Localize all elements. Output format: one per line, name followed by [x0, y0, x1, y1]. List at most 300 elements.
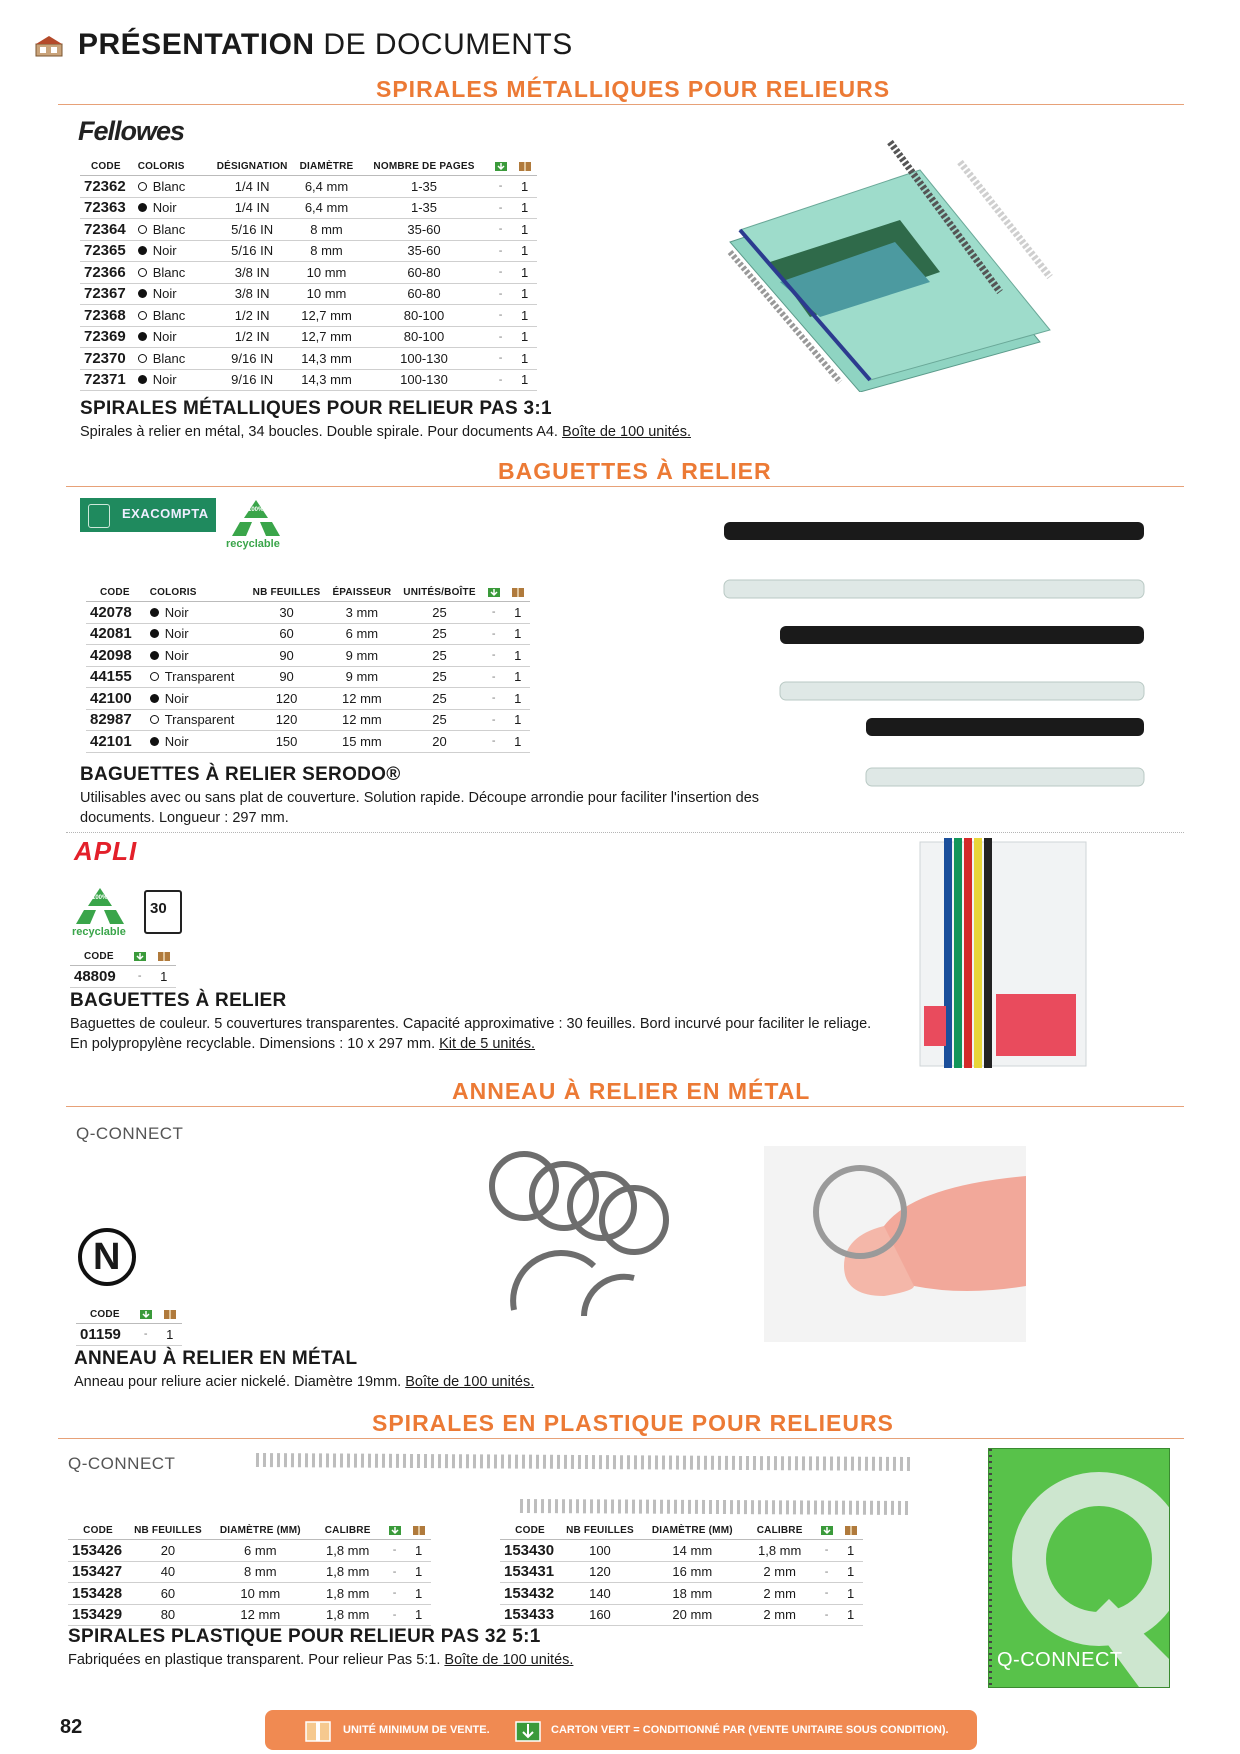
unit-qty: 1: [513, 305, 537, 327]
carton-qty: -: [489, 283, 513, 305]
ring-in-hand-image: [764, 1146, 1026, 1342]
sheet-count: 120: [247, 709, 327, 731]
filled-dot-icon: [138, 246, 147, 255]
col-header: DIAMÈTRE: [294, 160, 360, 176]
sheet-count: 20: [128, 1540, 208, 1562]
carton-qty: -: [383, 1583, 407, 1605]
plastic-spirals-image: [252, 1448, 918, 1528]
apli-binding-bars-image: [916, 836, 1092, 1072]
exacompta-logo-text: EXACOMPTA: [122, 506, 209, 521]
spec-table-apli: [70, 950, 176, 988]
carton-qty: -: [489, 176, 513, 198]
page-count: 1-35: [359, 197, 488, 219]
col-header: CODE: [68, 1524, 128, 1540]
color-label: Noir: [164, 604, 189, 620]
designation: 5/16 IN: [211, 240, 294, 262]
green-carton-icon: [383, 1524, 407, 1540]
product-code: 44155: [86, 666, 144, 688]
recycle-icon: [70, 886, 130, 942]
carton-qty: -: [489, 326, 513, 348]
product-code: 01159: [76, 1324, 134, 1346]
unit-box-icon: [407, 1524, 431, 1540]
color-label: Noir: [152, 200, 177, 216]
legend-bar: [265, 1710, 977, 1750]
thickness: 15 mm: [326, 731, 397, 753]
unit-box-icon: [152, 950, 176, 966]
unit-box-icon: [839, 1524, 863, 1540]
sheet-count: 120: [247, 688, 327, 710]
diameter: 12 mm: [208, 1604, 313, 1626]
col-header: CODE: [76, 1308, 134, 1324]
unit-box-icon: [506, 586, 530, 602]
table-row: [86, 666, 530, 688]
units-per-box: 25: [397, 602, 481, 624]
unit-qty: 1: [506, 645, 530, 667]
thickness: 9 mm: [326, 645, 397, 667]
page-number: 82: [60, 1716, 83, 1738]
product-code: 42100: [86, 688, 144, 710]
carton-qty: -: [134, 1324, 158, 1346]
apli-logo: APLI: [74, 836, 138, 866]
product-description: Baguettes de couleur. 5 couvertures transparentes. Capacité approximative : 30 feuilles. Bord incurvé pour faciliter le reliage. En polypropylène recyclable. Dimensions : 10 x 297 mm. Kit de 5 unités.: [70, 1016, 872, 1052]
green-carton-icon: [128, 950, 152, 966]
product-title: SPIRALES PLASTIQUE POUR RELIEUR PAS 32 5:1: [68, 1626, 541, 1647]
empty-dot-icon: [138, 311, 147, 320]
color-label: Noir: [164, 733, 189, 749]
product-code: 82987: [86, 709, 144, 731]
page-count: 60-80: [359, 283, 488, 305]
unit-qty: 1: [407, 1583, 431, 1605]
page-count: 100-130: [359, 369, 488, 391]
col-header: CODE: [86, 586, 144, 602]
product-code: 153429: [68, 1604, 128, 1626]
sheet-count: 30: [247, 602, 327, 624]
carton-qty: -: [383, 1604, 407, 1626]
filled-dot-icon: [150, 694, 159, 703]
color-cell: [144, 688, 247, 710]
carton-qty: -: [489, 305, 513, 327]
filled-dot-icon: [150, 651, 159, 660]
table-row: [86, 688, 530, 710]
designation: 3/8 IN: [211, 283, 294, 305]
unit-qty: 1: [506, 602, 530, 624]
sheet-count: 90: [247, 645, 327, 667]
carton-qty: -: [482, 709, 506, 731]
page-title: PRÉSENTATION DE DOCUMENTS: [78, 28, 573, 61]
sheet-count: 150: [247, 731, 327, 753]
page-count: 35-60: [359, 240, 488, 262]
diameter: 14,3 mm: [294, 348, 360, 370]
unit-qty: 1: [407, 1604, 431, 1626]
color-label: Blanc: [152, 350, 186, 366]
unit-qty: 1: [839, 1583, 863, 1605]
color-cell: [132, 219, 211, 241]
table-row: [70, 966, 176, 988]
gauge: 1,8 mm: [313, 1583, 383, 1605]
color-label: Transparent: [164, 669, 235, 685]
page-count: 60-80: [359, 262, 488, 284]
table-row: [86, 623, 530, 645]
legend-unit-text: UNITÉ MINIMUM DE VENTE.: [343, 1724, 490, 1736]
color-cell: [144, 623, 247, 645]
color-label: Noir: [152, 243, 177, 259]
col-header: CODE: [70, 950, 128, 966]
unit-qty: 1: [513, 240, 537, 262]
color-cell: [144, 731, 247, 753]
green-carton-icon: [482, 586, 506, 602]
carton-qty: -: [128, 966, 152, 988]
page-count: 80-100: [359, 326, 488, 348]
color-label: Blanc: [152, 178, 186, 194]
table-row: [500, 1604, 863, 1626]
page-count: 80-100: [359, 305, 488, 327]
table-row: [80, 219, 537, 241]
unit-qty: 1: [513, 283, 537, 305]
diameter: 8 mm: [294, 240, 360, 262]
color-cell: [132, 326, 211, 348]
carton-qty: -: [489, 240, 513, 262]
col-header: NB FEUILLES: [560, 1524, 640, 1540]
section-divider: [66, 486, 1184, 487]
product-code: 42098: [86, 645, 144, 667]
diameter: 6 mm: [208, 1540, 313, 1562]
table-row: [500, 1561, 863, 1583]
recycle-percent: 100%: [248, 507, 264, 513]
spec-table-binding-bars: [86, 586, 530, 753]
color-cell: [132, 197, 211, 219]
product-code: 72369: [80, 326, 132, 348]
fellowes-logo: Fellowes: [78, 116, 185, 146]
section-title-binding-bars: BAGUETTES À RELIER: [498, 458, 772, 484]
table-row: [500, 1540, 863, 1562]
units-per-box: 25: [397, 666, 481, 688]
sheet-count: 160: [560, 1604, 640, 1626]
designation: 1/2 IN: [211, 326, 294, 348]
color-cell: [132, 240, 211, 262]
diameter: 8 mm: [294, 219, 360, 241]
diameter: 10 mm: [294, 262, 360, 284]
product-code: 72367: [80, 283, 132, 305]
product-code: 72364: [80, 219, 132, 241]
product-description: Fabriquées en plastique transparent. Pour relieur Pas 5:1. Boîte de 100 unités.: [68, 1652, 574, 1668]
unit-qty: 1: [158, 1324, 182, 1346]
color-cell: [132, 305, 211, 327]
unit-qty: 1: [513, 326, 537, 348]
carton-qty: -: [489, 219, 513, 241]
product-code: 72362: [80, 176, 132, 198]
designation: 9/16 IN: [211, 369, 294, 391]
col-header: DIAMÈTRE (MM): [640, 1524, 745, 1540]
product-code: 42101: [86, 731, 144, 753]
product-code: 42078: [86, 602, 144, 624]
unit-qty: 1: [839, 1540, 863, 1562]
table-row: [68, 1561, 431, 1583]
unit-qty: 1: [513, 348, 537, 370]
product-code: 153430: [500, 1540, 560, 1562]
section-divider: [58, 104, 1184, 105]
col-header: DÉSIGNATION: [211, 160, 294, 176]
green-carton-icon: [515, 1718, 541, 1742]
color-cell: [132, 262, 211, 284]
exacompta-logo: [80, 498, 216, 532]
filled-dot-icon: [138, 289, 147, 298]
section-divider: [58, 1438, 1184, 1439]
unit-qty: 1: [152, 966, 176, 988]
empty-dot-icon: [150, 672, 159, 681]
carton-qty: -: [383, 1540, 407, 1562]
product-description: Anneau pour reliure acier nickelé. Diamètre 19mm. Boîte de 100 unités.: [74, 1374, 535, 1390]
filled-dot-icon: [138, 203, 147, 212]
gauge: 1,8 mm: [313, 1540, 383, 1562]
capacity-value: 30: [150, 900, 167, 917]
table-row: [500, 1583, 863, 1605]
table-row: [80, 369, 537, 391]
col-header: CALIBRE: [313, 1524, 383, 1540]
diameter: 16 mm: [640, 1561, 745, 1583]
product-code: 153426: [68, 1540, 128, 1562]
col-header: DIAMÈTRE (MM): [208, 1524, 313, 1540]
empty-dot-icon: [138, 182, 147, 191]
carton-qty: -: [482, 688, 506, 710]
filled-dot-icon: [150, 629, 159, 638]
carton-qty: -: [482, 623, 506, 645]
unit-qty: 1: [839, 1561, 863, 1583]
section-title-metal-ring: ANNEAU À RELIER EN MÉTAL: [452, 1078, 811, 1104]
unit-qty: 1: [506, 731, 530, 753]
gauge: 2 mm: [745, 1561, 815, 1583]
color-label: Transparent: [164, 712, 235, 728]
carton-qty: -: [815, 1561, 839, 1583]
product-code: 42081: [86, 623, 144, 645]
col-header: UNITÉS/BOÎTE: [397, 586, 481, 602]
color-label: Noir: [152, 329, 177, 345]
table-row: [80, 197, 537, 219]
binding-bars-product-image: [720, 518, 1160, 798]
diameter: 10 mm: [294, 283, 360, 305]
product-code: 153431: [500, 1561, 560, 1583]
units-per-box: 25: [397, 688, 481, 710]
color-label: Blanc: [152, 264, 186, 280]
product-code: 153432: [500, 1583, 560, 1605]
carton-qty: -: [489, 348, 513, 370]
thickness: 6 mm: [326, 623, 397, 645]
green-carton-icon: [815, 1524, 839, 1540]
diameter: 12,7 mm: [294, 305, 360, 327]
qconnect-logo: Q-CONNECT: [76, 1124, 184, 1143]
filled-dot-icon: [150, 608, 159, 617]
col-header: CALIBRE: [745, 1524, 815, 1540]
gauge: 2 mm: [745, 1583, 815, 1605]
color-label: Noir: [164, 690, 189, 706]
thickness: 12 mm: [326, 688, 397, 710]
table-row: [80, 262, 537, 284]
carton-qty: -: [489, 369, 513, 391]
col-header: CODE: [500, 1524, 560, 1540]
product-code: 48809: [70, 966, 128, 988]
sheet-count: 90: [247, 666, 327, 688]
recycle-percent: 100%: [92, 895, 108, 901]
gauge: 1,8 mm: [313, 1604, 383, 1626]
filled-dot-icon: [138, 332, 147, 341]
gauge: 1,8 mm: [745, 1540, 815, 1562]
table-row: [68, 1604, 431, 1626]
color-label: Noir: [164, 647, 189, 663]
qconnect-notebook-image: [988, 1448, 1170, 1688]
product-code: 72363: [80, 197, 132, 219]
table-row: [86, 602, 530, 624]
col-header: CODE: [80, 160, 132, 176]
table-row: [86, 731, 530, 753]
empty-dot-icon: [138, 225, 147, 234]
sheet-count: 80: [128, 1604, 208, 1626]
unit-qty: 1: [513, 262, 537, 284]
table-row: [76, 1324, 182, 1346]
col-header: NOMBRE DE PAGES: [359, 160, 488, 176]
diameter: 14 mm: [640, 1540, 745, 1562]
dotted-divider: [66, 832, 1184, 833]
color-cell: [132, 348, 211, 370]
diameter: 10 mm: [208, 1583, 313, 1605]
product-title: SPIRALES MÉTALLIQUES POUR RELIEUR PAS 3:1: [80, 398, 552, 419]
product-title: BAGUETTES À RELIER: [70, 990, 287, 1011]
product-code: 153428: [68, 1583, 128, 1605]
unit-qty: 1: [513, 219, 537, 241]
n-mark-letter: N: [93, 1236, 121, 1278]
carton-qty: -: [482, 645, 506, 667]
designation: 3/8 IN: [211, 262, 294, 284]
diameter: 14,3 mm: [294, 369, 360, 391]
designation: 5/16 IN: [211, 219, 294, 241]
metal-spiral-product-image: [700, 112, 1080, 392]
sheet-count: 60: [247, 623, 327, 645]
diameter: 8 mm: [208, 1561, 313, 1583]
product-title: BAGUETTES À RELIER SERODO®: [80, 764, 401, 785]
carton-qty: -: [815, 1604, 839, 1626]
color-cell: [132, 283, 211, 305]
capacity-badge: [144, 890, 182, 934]
color-label: Noir: [152, 286, 177, 302]
thickness: 12 mm: [326, 709, 397, 731]
product-code: 72365: [80, 240, 132, 262]
spec-table-plastic-right: [500, 1524, 863, 1626]
gauge: 2 mm: [745, 1604, 815, 1626]
color-cell: [144, 709, 247, 731]
legend-carton-text: CARTON VERT = CONDITIONNÉ PAR (VENTE UNITAIRE SOUS CONDITION).: [551, 1724, 949, 1736]
color-label: Blanc: [152, 221, 186, 237]
category-icon: [34, 34, 64, 58]
n-mark-icon: [78, 1228, 136, 1286]
empty-dot-icon: [150, 715, 159, 724]
spec-table-plastic-left: [68, 1524, 431, 1626]
table-row: [80, 348, 537, 370]
color-cell: [132, 369, 211, 391]
qconnect-notebook-label: Q-CONNECT: [997, 1649, 1123, 1671]
spec-table-metal-spirals: [80, 160, 537, 391]
diameter: 6,4 mm: [294, 176, 360, 198]
table-row: [80, 326, 537, 348]
table-row: [80, 240, 537, 262]
carton-qty: -: [815, 1540, 839, 1562]
carton-qty: -: [489, 262, 513, 284]
section-title-metal-spirals: SPIRALES MÉTALLIQUES POUR RELIEURS: [376, 76, 891, 102]
sheet-count: 40: [128, 1561, 208, 1583]
carton-qty: -: [489, 197, 513, 219]
color-cell: [144, 666, 247, 688]
recycle-icon: [226, 498, 286, 554]
carton-qty: -: [383, 1561, 407, 1583]
unit-qty: 1: [839, 1604, 863, 1626]
unit-qty: 1: [407, 1540, 431, 1562]
product-description: Spirales à relier en métal, 34 boucles. Double spirale. Pour documents A4. Boîte de 100 unités.: [80, 424, 691, 440]
sheet-count: 140: [560, 1583, 640, 1605]
unit-qty: 1: [506, 666, 530, 688]
product-code: 72366: [80, 262, 132, 284]
product-code: 153433: [500, 1604, 560, 1626]
diameter: 12,7 mm: [294, 326, 360, 348]
color-label: Noir: [164, 626, 189, 642]
units-per-box: 25: [397, 623, 481, 645]
color-label: Blanc: [152, 307, 186, 323]
green-carton-icon: [489, 160, 513, 176]
color-label: Noir: [152, 372, 177, 388]
designation: 1/2 IN: [211, 305, 294, 327]
section-title-plastic-spirals: SPIRALES EN PLASTIQUE POUR RELIEURS: [372, 1410, 894, 1436]
carton-qty: -: [482, 602, 506, 624]
col-header: COLORIS: [144, 586, 247, 602]
designation: 1/4 IN: [211, 197, 294, 219]
unit-qty: 1: [513, 197, 537, 219]
color-cell: [144, 645, 247, 667]
page-count: 100-130: [359, 348, 488, 370]
metal-rings-image: [484, 1138, 684, 1338]
designation: 9/16 IN: [211, 348, 294, 370]
unit-qty: 1: [513, 176, 537, 198]
color-cell: [144, 602, 247, 624]
thickness: 3 mm: [326, 602, 397, 624]
product-code: 72370: [80, 348, 132, 370]
sheet-count: 60: [128, 1583, 208, 1605]
empty-dot-icon: [138, 268, 147, 277]
spec-table-ring: [76, 1308, 182, 1346]
designation: 1/4 IN: [211, 176, 294, 198]
qconnect-logo: Q-CONNECT: [68, 1454, 176, 1473]
green-carton-icon: [134, 1308, 158, 1324]
filled-dot-icon: [150, 737, 159, 746]
diameter: 18 mm: [640, 1583, 745, 1605]
gauge: 1,8 mm: [313, 1561, 383, 1583]
table-row: [80, 176, 537, 198]
carton-qty: -: [815, 1583, 839, 1605]
col-header: NB FEUILLES: [247, 586, 327, 602]
page-count: 35-60: [359, 219, 488, 241]
table-row: [80, 305, 537, 327]
col-header: NB FEUILLES: [128, 1524, 208, 1540]
col-header: ÉPAISSEUR: [326, 586, 397, 602]
recyclable-label: recyclable: [72, 926, 126, 938]
empty-dot-icon: [138, 354, 147, 363]
table-row: [86, 709, 530, 731]
section-divider: [66, 1106, 1184, 1107]
product-code: 72371: [80, 369, 132, 391]
diameter: 6,4 mm: [294, 197, 360, 219]
diameter: 20 mm: [640, 1604, 745, 1626]
sheet-count: 120: [560, 1561, 640, 1583]
thickness: 9 mm: [326, 666, 397, 688]
table-row: [80, 283, 537, 305]
product-description: Utilisables avec ou sans plat de couverture. Solution rapide. Découpe arrondie pour faciliter l'insertion des documents. Longueur : 297 mm.: [80, 790, 760, 826]
unit-qty: 1: [407, 1561, 431, 1583]
unit-box-icon: [158, 1308, 182, 1324]
